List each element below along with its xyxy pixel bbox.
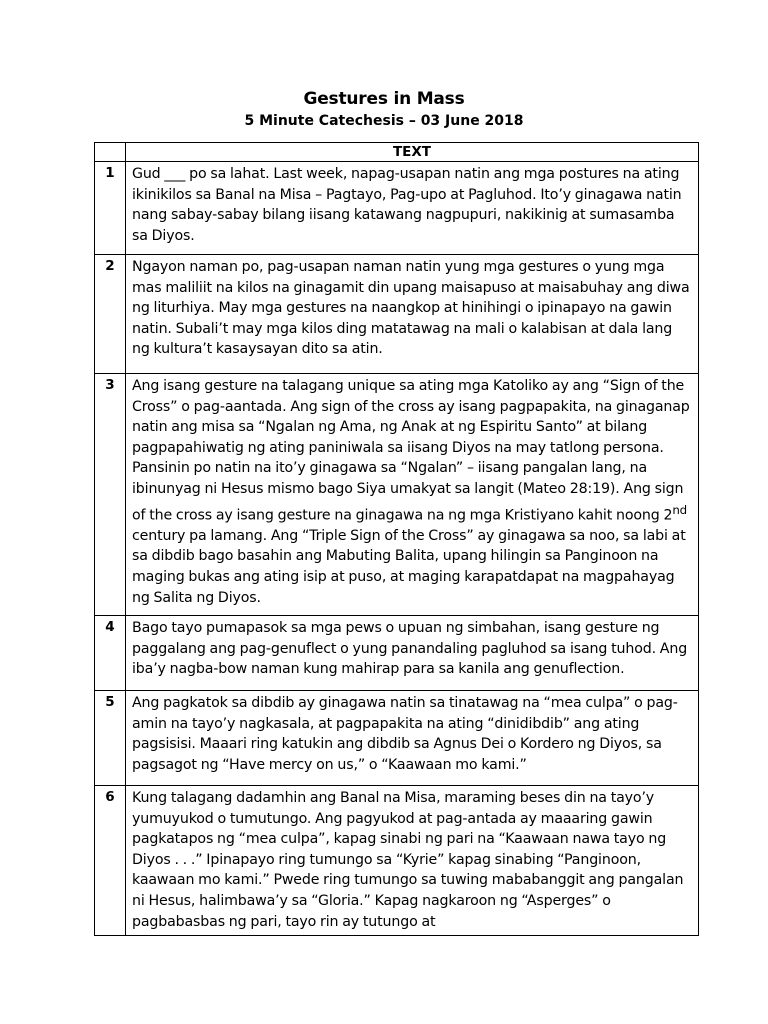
table-row [95, 374, 699, 616]
row-text [126, 786, 699, 936]
table-header-row [95, 143, 699, 162]
table-row [95, 162, 699, 255]
row-paragraph-part: century pa lamang. Ang “Triple Sign of the Cross” ay ginagawa sa noo, sa labi at sa dibdib bago basahin ang Mabuting Balita, upang hilingin sa Panginoon na maging bukas ang ating isip at puso, at maging karapatdapat na magpahayag ng Salita ng Diyos. [132, 527, 686, 606]
row-paragraph-part: Ang isang gesture na talagang unique sa ating mga Katoliko ay ang “Sign of the Cross” o pag-aantada. Ang sign of the cross ay isang pagpapakita, na ginaganap natin ang misa sa “Ngalan ng Ama, ng Anak at ng Espiritu Santo” at bilang pagpapahiwatig ng ating paniniwala sa iisang Diyos na may tatlong persona. Pansinin po natin na ito’y ginagawa sa “Ngalan” – iisang pangalan lang, na ibinunyag ni Hesus mismo bago Siya umakyat sa langit (Mateo 28:19). Ang sign of the cross ay isang gesture na ginagawa na ng mga Kristiyano kahit noong 2 [132, 378, 690, 524]
row-paragraph: Gud ___ po sa lahat. Last week, napag-usapan natin ang mga postures na ating ikinikilos sa Banal na Misa – Pagtayo, Pag-upo at Pagluhod. Ito’y ginagawa natin nang sabay-sabay bilang iisang katawang nagpupuri, nakikinig at sumasamba sa Diyos. [132, 166, 682, 244]
row-paragraph: Bago tayo pumapasok sa mga pews o upuan ng simbahan, isang gesture ng paggalang ang pag-genuflect o yung panandaling pagluhod sa isang tuhod. Ang iba’y nagba-bow naman kung mahirap para sa kanila ang genuflection. [132, 620, 688, 678]
table-row [95, 255, 699, 374]
row-number: 1 [95, 162, 126, 255]
row-text [126, 691, 699, 786]
row-text [126, 255, 699, 374]
row-text [126, 162, 699, 255]
table-row [95, 616, 699, 691]
document-subtitle: 5 Minute Catechesis – 03 June 2018 [244, 113, 524, 129]
row-paragraph: Ngayon naman po, pag-usapan naman natin yung mga gestures o yung mga mas maliliit na kilos na ginagamit din upang maisapuso at maisabuhay ang diwa ng liturhiya. May mga gestures na naangkop at hinihingi o ipinapayo na gawin natin. Subali’t may mga kilos ding matatawag na mali o kalabisan at dala lang ng kultura’t kasaysayan dito sa atin. [132, 259, 690, 358]
row-number: 2 [95, 255, 126, 374]
catechesis-table [94, 142, 699, 936]
row-paragraph: Kung talagang dadamhin ang Banal na Misa, maraming beses din na tayo’y yumuyukod o tumutungo. Ang pagyukod at pag-antada ay maaaring gawin pagkatapos ng “mea culpa”, kapag sinabi ng pari na “Kaawaan nawa tayo ng Diyos . . .” Ipinapayo ring tumungo sa “Kyrie” kapag sinabing “Panginoon, kaawaan mo kami.” Pwede ring tumungo sa tuwing mababanggit ang pangalan ni Hesus, halimbawa’y sa “Gloria.” Kapag nagkaroon ng “Asperges” o pagbabasbas ng pari, tayo rin ay tutungo at [132, 790, 684, 930]
table-header-blank [95, 143, 126, 162]
row-paragraph: Ang pagkatok sa dibdib ay ginagawa natin sa tinatawag na “mea culpa” o pag-amin na tayo’y nagkasala, at pagpapakita na ating “dinidibdib” ang ating pagsisisi. Maaari ring katukin ang dibdib sa Agnus Dei o Kordero ng Diyos, sa pagsagot ng “Have mercy on us,” o “Kaawaan mo kami.” [132, 695, 678, 773]
row-number: 4 [95, 616, 126, 691]
row-text [126, 374, 699, 616]
document-title: Gestures in Mass [303, 89, 465, 109]
row-text-clip [132, 788, 692, 930]
row-number: 5 [95, 691, 126, 786]
table-row [95, 691, 699, 786]
table-header-text: TEXT [126, 143, 699, 162]
ordinal-superscript: nd [672, 502, 688, 517]
row-text [126, 616, 699, 691]
row-paragraph [132, 376, 692, 608]
row-number: 3 [95, 374, 126, 616]
row-number: 6 [95, 786, 126, 936]
table-row [95, 786, 699, 936]
